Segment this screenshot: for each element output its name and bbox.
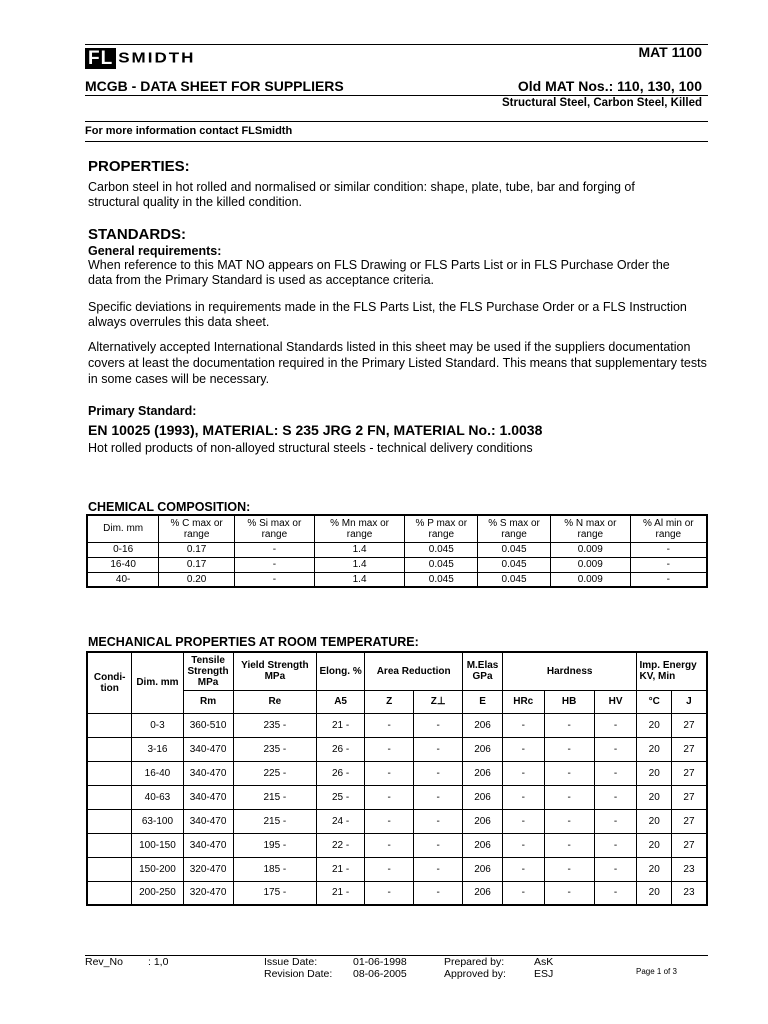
table-cell: 27 bbox=[671, 833, 707, 857]
old-mat-numbers: Old MAT Nos.: 110, 130, 100 bbox=[517, 78, 702, 94]
chem-header-c: % C max or range bbox=[159, 515, 235, 542]
revision-date-label: Revision Date: bbox=[264, 968, 333, 980]
table-cell: - bbox=[544, 761, 594, 785]
table-cell: - bbox=[594, 809, 637, 833]
table-cell: 206 bbox=[463, 761, 503, 785]
mech-sub-hrc: HRc bbox=[502, 690, 544, 713]
table-cell: 320-470 bbox=[183, 857, 233, 881]
table-cell: 150-200 bbox=[132, 857, 183, 881]
rev-value: : 1,0 bbox=[148, 956, 169, 968]
mech-header-yield: Yield Strength MPa bbox=[233, 652, 317, 690]
mech-sub-hb: HB bbox=[544, 690, 594, 713]
mech-sub-rm: Rm bbox=[183, 690, 233, 713]
table-cell: 206 bbox=[463, 785, 503, 809]
approved-by-label: Approved by: bbox=[444, 968, 506, 980]
table-row bbox=[87, 572, 707, 587]
table-cell: 27 bbox=[671, 809, 707, 833]
primary-standard-label: Primary Standard: bbox=[88, 404, 197, 418]
table-cell: 0.17 bbox=[159, 542, 235, 557]
table-cell: 340-470 bbox=[183, 737, 233, 761]
table-row bbox=[87, 542, 707, 557]
table-cell: 26 - bbox=[317, 761, 365, 785]
chem-header-al: % Al min or range bbox=[630, 515, 707, 542]
table-cell: 0.045 bbox=[478, 572, 551, 587]
table-cell: - bbox=[365, 833, 414, 857]
table-cell: - bbox=[594, 713, 637, 737]
table-cell: - bbox=[365, 809, 414, 833]
table-cell: - bbox=[365, 857, 414, 881]
table-cell bbox=[87, 857, 132, 881]
general-requirements-heading: General requirements: bbox=[88, 244, 222, 258]
table-cell: - bbox=[365, 881, 414, 905]
table-cell: 340-470 bbox=[183, 785, 233, 809]
mat-code: MAT 1100 bbox=[638, 44, 702, 60]
mechanical-table-body bbox=[87, 713, 707, 905]
table-cell: 20 bbox=[637, 713, 671, 737]
table-cell: - bbox=[365, 785, 414, 809]
prepared-by-label: Prepared by: bbox=[444, 956, 505, 968]
properties-text: Carbon steel in hot rolled and normalised or similar condition: shape, plate, tube, bar and forging of structural quality in the killed condition. bbox=[88, 180, 635, 209]
table-cell: 23 bbox=[671, 857, 707, 881]
flsmidth-logo bbox=[85, 47, 195, 69]
table-cell: 100-150 bbox=[132, 833, 183, 857]
table-cell: - bbox=[544, 881, 594, 905]
table-cell: 206 bbox=[463, 881, 503, 905]
table-cell: - bbox=[502, 833, 544, 857]
logo-text: SMIDTH bbox=[118, 49, 196, 66]
table-cell: - bbox=[630, 542, 707, 557]
chem-header-s: % S max or range bbox=[478, 515, 551, 542]
table-cell: - bbox=[235, 557, 315, 572]
table-row bbox=[87, 881, 707, 905]
table-cell: 63-100 bbox=[132, 809, 183, 833]
mech-header-melas: M.Elas GPa bbox=[463, 652, 503, 690]
table-cell: 26 - bbox=[317, 737, 365, 761]
table-cell: 340-470 bbox=[183, 833, 233, 857]
mech-sub-j: J bbox=[671, 690, 707, 713]
table-cell: - bbox=[502, 857, 544, 881]
mech-sub-temp: °C bbox=[637, 690, 671, 713]
table-cell: - bbox=[414, 881, 463, 905]
table-cell: 0.009 bbox=[550, 572, 630, 587]
table-cell: 0.17 bbox=[159, 557, 235, 572]
table-cell: 235 - bbox=[233, 737, 317, 761]
table-cell: 40-63 bbox=[132, 785, 183, 809]
table-cell: - bbox=[594, 857, 637, 881]
table-cell: - bbox=[365, 737, 414, 761]
table-cell: 206 bbox=[463, 833, 503, 857]
chemical-heading: CHEMICAL COMPOSITION: bbox=[88, 500, 251, 514]
chemical-table bbox=[86, 514, 708, 588]
table-cell: 0.045 bbox=[405, 557, 478, 572]
mech-header-hardness: Hardness bbox=[502, 652, 637, 690]
table-cell: - bbox=[594, 785, 637, 809]
table-cell: - bbox=[502, 809, 544, 833]
logo-box: FL bbox=[85, 48, 116, 69]
table-cell: - bbox=[544, 833, 594, 857]
table-cell: - bbox=[544, 785, 594, 809]
table-cell: 16-40 bbox=[132, 761, 183, 785]
table-cell: - bbox=[544, 737, 594, 761]
table-cell: 20 bbox=[637, 761, 671, 785]
chem-header-si: % Si max or range bbox=[235, 515, 315, 542]
table-cell: 195 - bbox=[233, 833, 317, 857]
table-cell: 16-40 bbox=[87, 557, 159, 572]
prepared-by-value: AsK bbox=[534, 956, 554, 968]
table-cell: - bbox=[544, 857, 594, 881]
table-cell: 185 - bbox=[233, 857, 317, 881]
table-cell: 0.009 bbox=[550, 542, 630, 557]
mech-sub-z-perp: Z⊥ bbox=[414, 690, 463, 713]
table-cell: 0.045 bbox=[405, 542, 478, 557]
table-cell: 27 bbox=[671, 785, 707, 809]
table-cell: 0.045 bbox=[478, 542, 551, 557]
table-cell: - bbox=[414, 737, 463, 761]
rev-label: Rev_No bbox=[85, 956, 123, 968]
table-cell: 1.4 bbox=[314, 542, 405, 557]
table-cell: - bbox=[502, 737, 544, 761]
table-cell: 206 bbox=[463, 737, 503, 761]
table-cell: 200-250 bbox=[132, 881, 183, 905]
table-cell bbox=[87, 809, 132, 833]
chem-header-n: % N max or range bbox=[550, 515, 630, 542]
table-cell bbox=[87, 713, 132, 737]
table-cell: 340-470 bbox=[183, 761, 233, 785]
table-cell: 215 - bbox=[233, 809, 317, 833]
chemical-header-row bbox=[87, 515, 707, 542]
header-rule bbox=[85, 95, 708, 96]
table-cell: 215 - bbox=[233, 785, 317, 809]
table-cell: 22 - bbox=[317, 833, 365, 857]
table-cell: - bbox=[365, 713, 414, 737]
table-cell: 23 bbox=[671, 881, 707, 905]
table-cell: - bbox=[502, 713, 544, 737]
table-cell: - bbox=[544, 713, 594, 737]
contact-rule-bottom bbox=[85, 141, 708, 142]
table-cell: 0-16 bbox=[87, 542, 159, 557]
table-cell: - bbox=[594, 737, 637, 761]
table-cell: 20 bbox=[637, 857, 671, 881]
table-row bbox=[87, 857, 707, 881]
table-cell: - bbox=[594, 833, 637, 857]
table-cell: 27 bbox=[671, 737, 707, 761]
chem-header-dim: Dim. mm bbox=[87, 515, 159, 542]
mech-header-dim: Dim. mm bbox=[132, 652, 183, 713]
mech-header-condition: Condi- tion bbox=[87, 652, 132, 713]
table-cell: - bbox=[235, 542, 315, 557]
mechanical-heading: MECHANICAL PROPERTIES AT ROOM TEMPERATURE: bbox=[88, 635, 419, 649]
table-cell: 25 - bbox=[317, 785, 365, 809]
table-cell bbox=[87, 785, 132, 809]
table-cell: - bbox=[365, 761, 414, 785]
doc-title: MCGB - DATA SHEET FOR SUPPLIERS bbox=[85, 78, 344, 94]
contact-note: For more information contact FLSmidth bbox=[85, 125, 293, 137]
primary-standard-description: Hot rolled products of non-alloyed structural steels - technical delivery conditions bbox=[88, 441, 533, 455]
table-row bbox=[87, 809, 707, 833]
table-cell: 20 bbox=[637, 785, 671, 809]
issue-date-label: Issue Date: bbox=[264, 956, 318, 968]
chem-header-p: % P max or range bbox=[405, 515, 478, 542]
table-cell: 24 - bbox=[317, 809, 365, 833]
table-cell: 206 bbox=[463, 809, 503, 833]
table-cell: 320-470 bbox=[183, 881, 233, 905]
issue-date-value: 01-06-1998 bbox=[353, 956, 407, 968]
table-cell: 0.20 bbox=[159, 572, 235, 587]
table-cell: 0.009 bbox=[550, 557, 630, 572]
mech-sub-e: E bbox=[463, 690, 503, 713]
table-cell: 20 bbox=[637, 881, 671, 905]
table-cell: 3-16 bbox=[132, 737, 183, 761]
table-cell: 21 - bbox=[317, 857, 365, 881]
table-cell: 1.4 bbox=[314, 572, 405, 587]
doc-subtitle: Structural Steel, Carbon Steel, Killed bbox=[501, 97, 702, 109]
table-cell: 0-3 bbox=[132, 713, 183, 737]
table-cell: 0.045 bbox=[478, 557, 551, 572]
general-requirements-text: When reference to this MAT NO appears on FLS Drawing or FLS Parts List or in FLS Purchase Order the data from the Primary Standard is used as acceptance criteria. bbox=[88, 258, 670, 287]
table-cell: 20 bbox=[637, 737, 671, 761]
table-cell: - bbox=[414, 713, 463, 737]
properties-heading: PROPERTIES: bbox=[88, 158, 190, 175]
table-cell: - bbox=[414, 833, 463, 857]
table-row bbox=[87, 557, 707, 572]
revision-date-value: 08-06-2005 bbox=[353, 968, 407, 980]
mech-header-impact: Imp. Energy KV, Min bbox=[637, 652, 707, 690]
table-cell: 206 bbox=[463, 713, 503, 737]
table-cell: - bbox=[630, 572, 707, 587]
table-cell: 21 - bbox=[317, 881, 365, 905]
deviations-text: Specific deviations in requirements made in the FLS Parts List, the FLS Purchase Order or a FLS Instruction always overrules this data sheet. bbox=[88, 300, 687, 329]
table-cell: 0.045 bbox=[405, 572, 478, 587]
primary-standard: EN 10025 (1993), MATERIAL: S 235 JRG 2 FN, MATERIAL No.: 1.0038 bbox=[88, 422, 543, 438]
table-row bbox=[87, 713, 707, 737]
chem-header-mn: % Mn max or range bbox=[314, 515, 405, 542]
table-cell: 340-470 bbox=[183, 809, 233, 833]
table-cell: - bbox=[594, 881, 637, 905]
table-cell bbox=[87, 761, 132, 785]
table-cell: 360-510 bbox=[183, 713, 233, 737]
mech-header-tensile: Tensile Strength MPa bbox=[183, 652, 233, 690]
mech-header-row bbox=[87, 652, 707, 690]
table-cell: - bbox=[594, 761, 637, 785]
table-cell: - bbox=[414, 761, 463, 785]
mech-sub-a5: A5 bbox=[317, 690, 365, 713]
page-number: Page 1 of 3 bbox=[636, 967, 677, 976]
table-cell: - bbox=[414, 809, 463, 833]
table-cell: 21 - bbox=[317, 713, 365, 737]
table-cell: - bbox=[502, 785, 544, 809]
top-rule bbox=[85, 44, 708, 45]
mech-sub-z: Z bbox=[365, 690, 414, 713]
table-cell: 20 bbox=[637, 833, 671, 857]
table-row bbox=[87, 737, 707, 761]
table-cell bbox=[87, 737, 132, 761]
alternative-standards-text: Alternatively accepted International Standards listed in this sheet may be used if the suppliers documentation covers at least the documentation required in the Primary Listed Standard. This means that supplementary tests in some cases will be necessary. bbox=[88, 340, 707, 386]
contact-rule bbox=[85, 121, 708, 122]
table-cell: - bbox=[630, 557, 707, 572]
mech-sub-hv: HV bbox=[594, 690, 637, 713]
table-cell: - bbox=[502, 761, 544, 785]
table-cell: 27 bbox=[671, 713, 707, 737]
table-cell: 1.4 bbox=[314, 557, 405, 572]
table-cell: - bbox=[502, 881, 544, 905]
table-cell: 206 bbox=[463, 857, 503, 881]
mech-sub-re: Re bbox=[233, 690, 317, 713]
standards-heading: STANDARDS: bbox=[88, 226, 187, 243]
mech-header-elong: Elong. % bbox=[317, 652, 365, 690]
mech-header-area: Area Reduction bbox=[365, 652, 463, 690]
table-cell: - bbox=[414, 785, 463, 809]
table-cell: - bbox=[235, 572, 315, 587]
mechanical-table bbox=[86, 651, 708, 906]
table-cell: 175 - bbox=[233, 881, 317, 905]
table-cell: - bbox=[544, 809, 594, 833]
table-row bbox=[87, 785, 707, 809]
table-cell: 225 - bbox=[233, 761, 317, 785]
table-cell: 27 bbox=[671, 761, 707, 785]
table-cell: 235 - bbox=[233, 713, 317, 737]
table-row bbox=[87, 761, 707, 785]
table-cell: 20 bbox=[637, 809, 671, 833]
table-cell bbox=[87, 833, 132, 857]
table-row bbox=[87, 833, 707, 857]
approved-by-value: ESJ bbox=[534, 968, 554, 980]
table-cell: - bbox=[414, 857, 463, 881]
table-cell bbox=[87, 881, 132, 905]
table-cell: 40- bbox=[87, 572, 159, 587]
